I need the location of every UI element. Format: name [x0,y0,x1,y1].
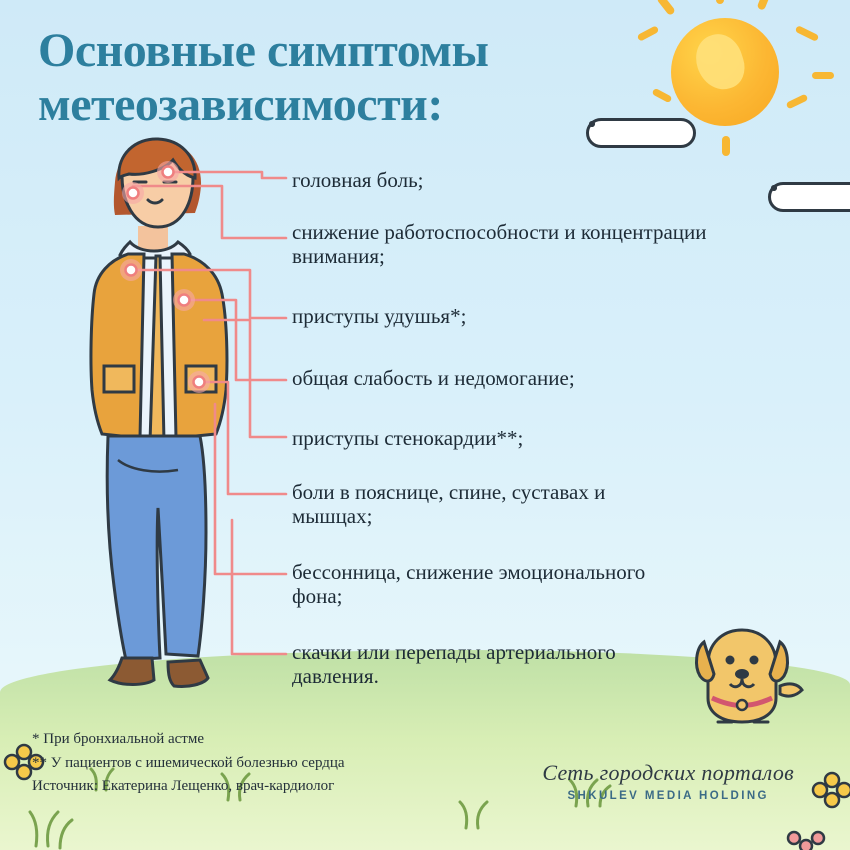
dog-illustration [662,602,812,732]
symptom-performance: снижение работоспособности и концентрации внимания; [292,220,707,269]
cloud-right [768,182,850,212]
symptom-pressure: скачки или перепады артериального давления. [292,640,616,689]
symptom-weakness: общая слабость и недомогание; [292,366,575,390]
logo-main-text: Сеть городских порталов [542,760,794,785]
symptom-pain: боли в пояснице, спине, суставах и мышцах; [292,480,606,529]
footnote-heart-disease: ** У пациентов с ишемической болезнью сердца [32,754,345,771]
symptom-headache: головная боль; [292,168,424,192]
footnotes [32,728,502,798]
logo [542,760,794,802]
logo-sub-text: SHKULEV MEDIA HOLDING [567,790,769,802]
footnote-source: Источник: Екатерина Лещенко, врач-кардиолог [32,777,335,794]
page-title: Основные симптомы метеозависимости: [38,24,489,131]
man-walking-illustration [60,130,300,710]
symptom-insomnia: бессонница, снижение эмоционального фона; [292,560,646,609]
symptom-angina: приступы стенокардии**; [292,426,524,450]
footnote-asthma: * При бронхиальной астме [32,731,204,748]
symptom-suffocation: приступы удушья*; [292,304,467,328]
